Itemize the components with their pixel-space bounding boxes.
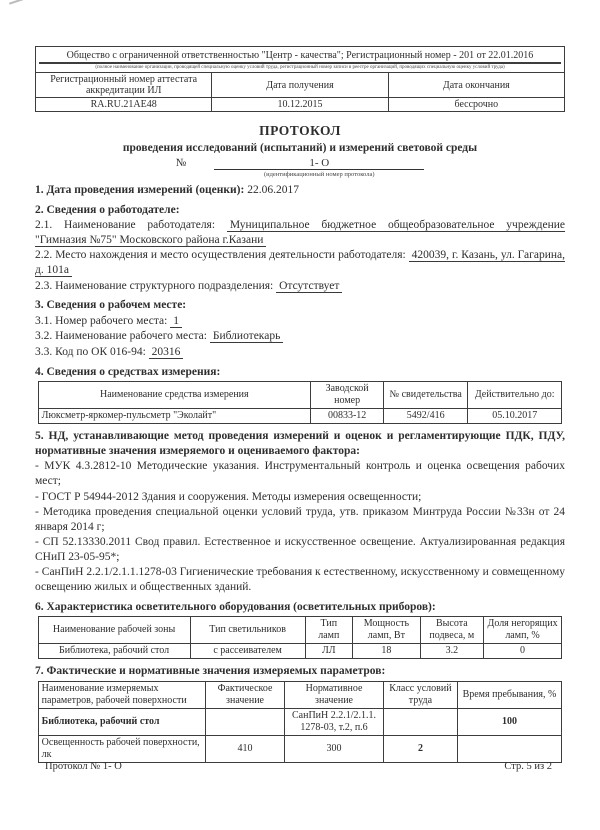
time-share-header: Время пребывания, %	[457, 681, 562, 708]
table-header-row	[38, 382, 562, 409]
organization-name: Общество с ограниченной ответственностью "Центр - качества"; Регистрационный номер - 201 от 22.01.2016	[39, 47, 561, 64]
accreditation-number-header: Регистрационный номер аттестата аккредитации ИЛ	[36, 73, 212, 98]
measured-parameters-table	[38, 681, 563, 763]
date-received-header: Дата получения	[212, 73, 388, 98]
work-zone-header: Наименование рабочей зоны	[38, 617, 190, 644]
dead-lamps-cell: 0	[483, 644, 562, 659]
accreditation-number-value: RA.RU.21АЕ48	[36, 98, 212, 112]
parameter-name-header: Наименование измеряемых параметров, рабочей поверхности	[38, 681, 206, 708]
measuring-instruments-table	[38, 381, 563, 424]
regulation-item: - МУК 4.3.2812-10 Методические указания. Инструментальный контроль и оценка освещения рабочих мест;	[35, 460, 565, 487]
mount-height-cell: 3.2	[420, 644, 483, 659]
certificate-number-cell: 5492/416	[384, 409, 468, 424]
section-3-2	[35, 329, 565, 344]
certificate-number-header: № свидетельства	[384, 382, 468, 409]
parameter-name-cell: Освещенность рабочей поверхности, лк	[38, 735, 206, 762]
luminaire-type-header: Тип светильников	[190, 617, 305, 644]
section-3-heading: 3. Сведения о рабочем месте:	[35, 299, 187, 312]
section-3-2-label: 3.2. Наименование рабочего места:	[35, 330, 207, 343]
table-row	[38, 409, 562, 424]
section-2-2	[35, 248, 565, 277]
table-header-row	[38, 617, 562, 644]
valid-until-header: Действительно до:	[468, 382, 562, 409]
section-4-heading: 4. Сведения о средствах измерения:	[35, 365, 221, 378]
ok-code-value: 20316	[149, 346, 184, 359]
workplace-number-value: 1	[170, 315, 182, 328]
dead-lamps-header: Доля негорящих ламп, %	[483, 617, 562, 644]
section-1-date	[35, 183, 565, 198]
regulation-item: - СП 52.13330.2011 Свод правил. Естественное и искусственное освещение. Актуализированная редакция СНиП 23-05-95*;	[35, 536, 565, 563]
lamp-power-cell: 18	[352, 644, 420, 659]
regulation-item: - ГОСТ Р 54944-2012 Здания и сооружения. Методы измерения освещенности;	[35, 490, 422, 503]
page-footer	[45, 761, 552, 772]
table-header-row	[38, 681, 562, 708]
serial-number-header: Заводской номер	[310, 382, 383, 409]
table-row	[38, 708, 562, 735]
normative-value-cell: СанПиН 2.2.1/2.1.1. 1278-03, т.2, п.6	[284, 708, 384, 735]
footer-protocol-number: Протокол № 1- О	[45, 761, 122, 772]
serial-number-cell: 00833-12	[310, 409, 383, 424]
document-title: ПРОТОКОЛ	[259, 123, 341, 138]
actual-value-cell: 410	[206, 735, 285, 762]
mount-height-header: Высота подвеса, м	[420, 617, 483, 644]
section-2-3	[35, 279, 565, 294]
table-row	[38, 644, 562, 659]
time-share-cell	[457, 735, 562, 762]
table-row	[38, 735, 562, 762]
date-received-value: 10.12.2015	[212, 98, 388, 112]
document-subtitle: проведения исследований (испытаний) и измерений световой среды	[122, 142, 478, 154]
section-3-1	[35, 314, 565, 329]
section-1-label: 1. Дата проведения измерений (оценки):	[35, 184, 245, 196]
protocol-number-value: 1- О	[214, 157, 424, 170]
accreditation-header-table	[35, 46, 565, 112]
section-5-heading: 5. НД, устанавливающие метод проведения измерений и оценок и регламентирующие ПДК, ПДУ, нормативные значения измеряемого и оцениваемого фактора:	[35, 430, 565, 457]
actual-value-header: Фактическое значение	[206, 681, 285, 708]
date-expiry-header: Дата окончания	[388, 73, 564, 98]
work-class-header: Класс условий труда	[384, 681, 457, 708]
department-value: Отсутствует	[276, 280, 342, 293]
section-6-heading: 6. Характеристика осветительного оборудования (осветительных приборов):	[35, 600, 436, 613]
regulation-item: - Методика проведения специальной оценки условий труда, утв. приказом Минтруда России №33н от 24 января 2014 г;	[35, 506, 565, 533]
lamp-type-header: Тип ламп	[305, 617, 352, 644]
section-2-1-label: 2.1. Наименование работодателя:	[35, 219, 216, 232]
work-zone-cell: Библиотека, рабочий стол	[38, 644, 190, 659]
instrument-name-header: Наименование средства измерения	[38, 382, 310, 409]
footer-page-number: Стр. 5 из 2	[504, 761, 552, 772]
number-label: №	[175, 157, 187, 169]
section-1-value: 22.06.2017	[247, 184, 299, 196]
protocol-number-line	[35, 157, 565, 178]
section-7-heading: 7. Фактические и нормативные значения измеряемых параметров:	[35, 665, 386, 678]
workplace-name-value: Библиотекарь	[210, 330, 283, 343]
normative-value-header: Нормативное значение	[284, 681, 384, 708]
employer-name-value: Муниципальное бюджетное общеобразовательное учреждение "Гимназия №75" Московского района г.Казани	[35, 219, 566, 246]
protocol-number-note: (идентификационный номер протокола)	[263, 171, 375, 178]
section-3-3	[35, 345, 565, 360]
organization-cell	[36, 47, 565, 73]
section-2-2-label: 2.2. Место нахождения и место осуществления деятельности работодателя:	[35, 249, 406, 262]
section-2-1	[35, 218, 565, 247]
work-class-cell	[384, 708, 457, 735]
time-share-cell: 100	[457, 708, 562, 735]
organization-note: (полное наименование организации, проводящей специальную оценку условий труда, регистрационный номер записи в реестре организаций, проводящих специальную оценку условий труда)	[95, 65, 505, 70]
valid-until-cell: 05.10.2017	[468, 409, 562, 424]
lamp-power-header: Мощность ламп, Вт	[352, 617, 420, 644]
section-2-heading: 2. Сведения о работодателе:	[35, 203, 180, 216]
work-class-cell: 2	[384, 735, 457, 762]
normative-value-cell: 300	[284, 735, 384, 762]
regulation-item: - СанПиН 2.2.1/2.1.1.1278-03 Гигиенические требования к естественному, искусственному и совмещенному освещению жилых и общественных зданий.	[35, 566, 565, 594]
date-expiry-value: бессрочно	[388, 98, 564, 112]
section-2-3-label: 2.3. Наименование структурного подразделения:	[35, 279, 274, 292]
section-3-1-label: 3.1. Номер рабочего места:	[35, 314, 168, 327]
instrument-name-cell: Люксметр-яркомер-пульсметр "Эколайт"	[38, 409, 310, 424]
actual-value-cell	[206, 708, 285, 735]
lighting-equipment-table	[38, 616, 563, 659]
employer-address-value: 420039, г. Казань, ул. Гагарина, д. 101а	[35, 249, 565, 276]
number-group	[214, 157, 424, 178]
zone-name-cell: Библиотека, рабочий стол	[38, 708, 206, 735]
lamp-type-cell: ЛЛ	[305, 644, 352, 659]
section-3-3-label: 3.3. Код по ОК 016-94:	[35, 345, 146, 358]
luminaire-type-cell: с рассеивателем	[190, 644, 305, 659]
